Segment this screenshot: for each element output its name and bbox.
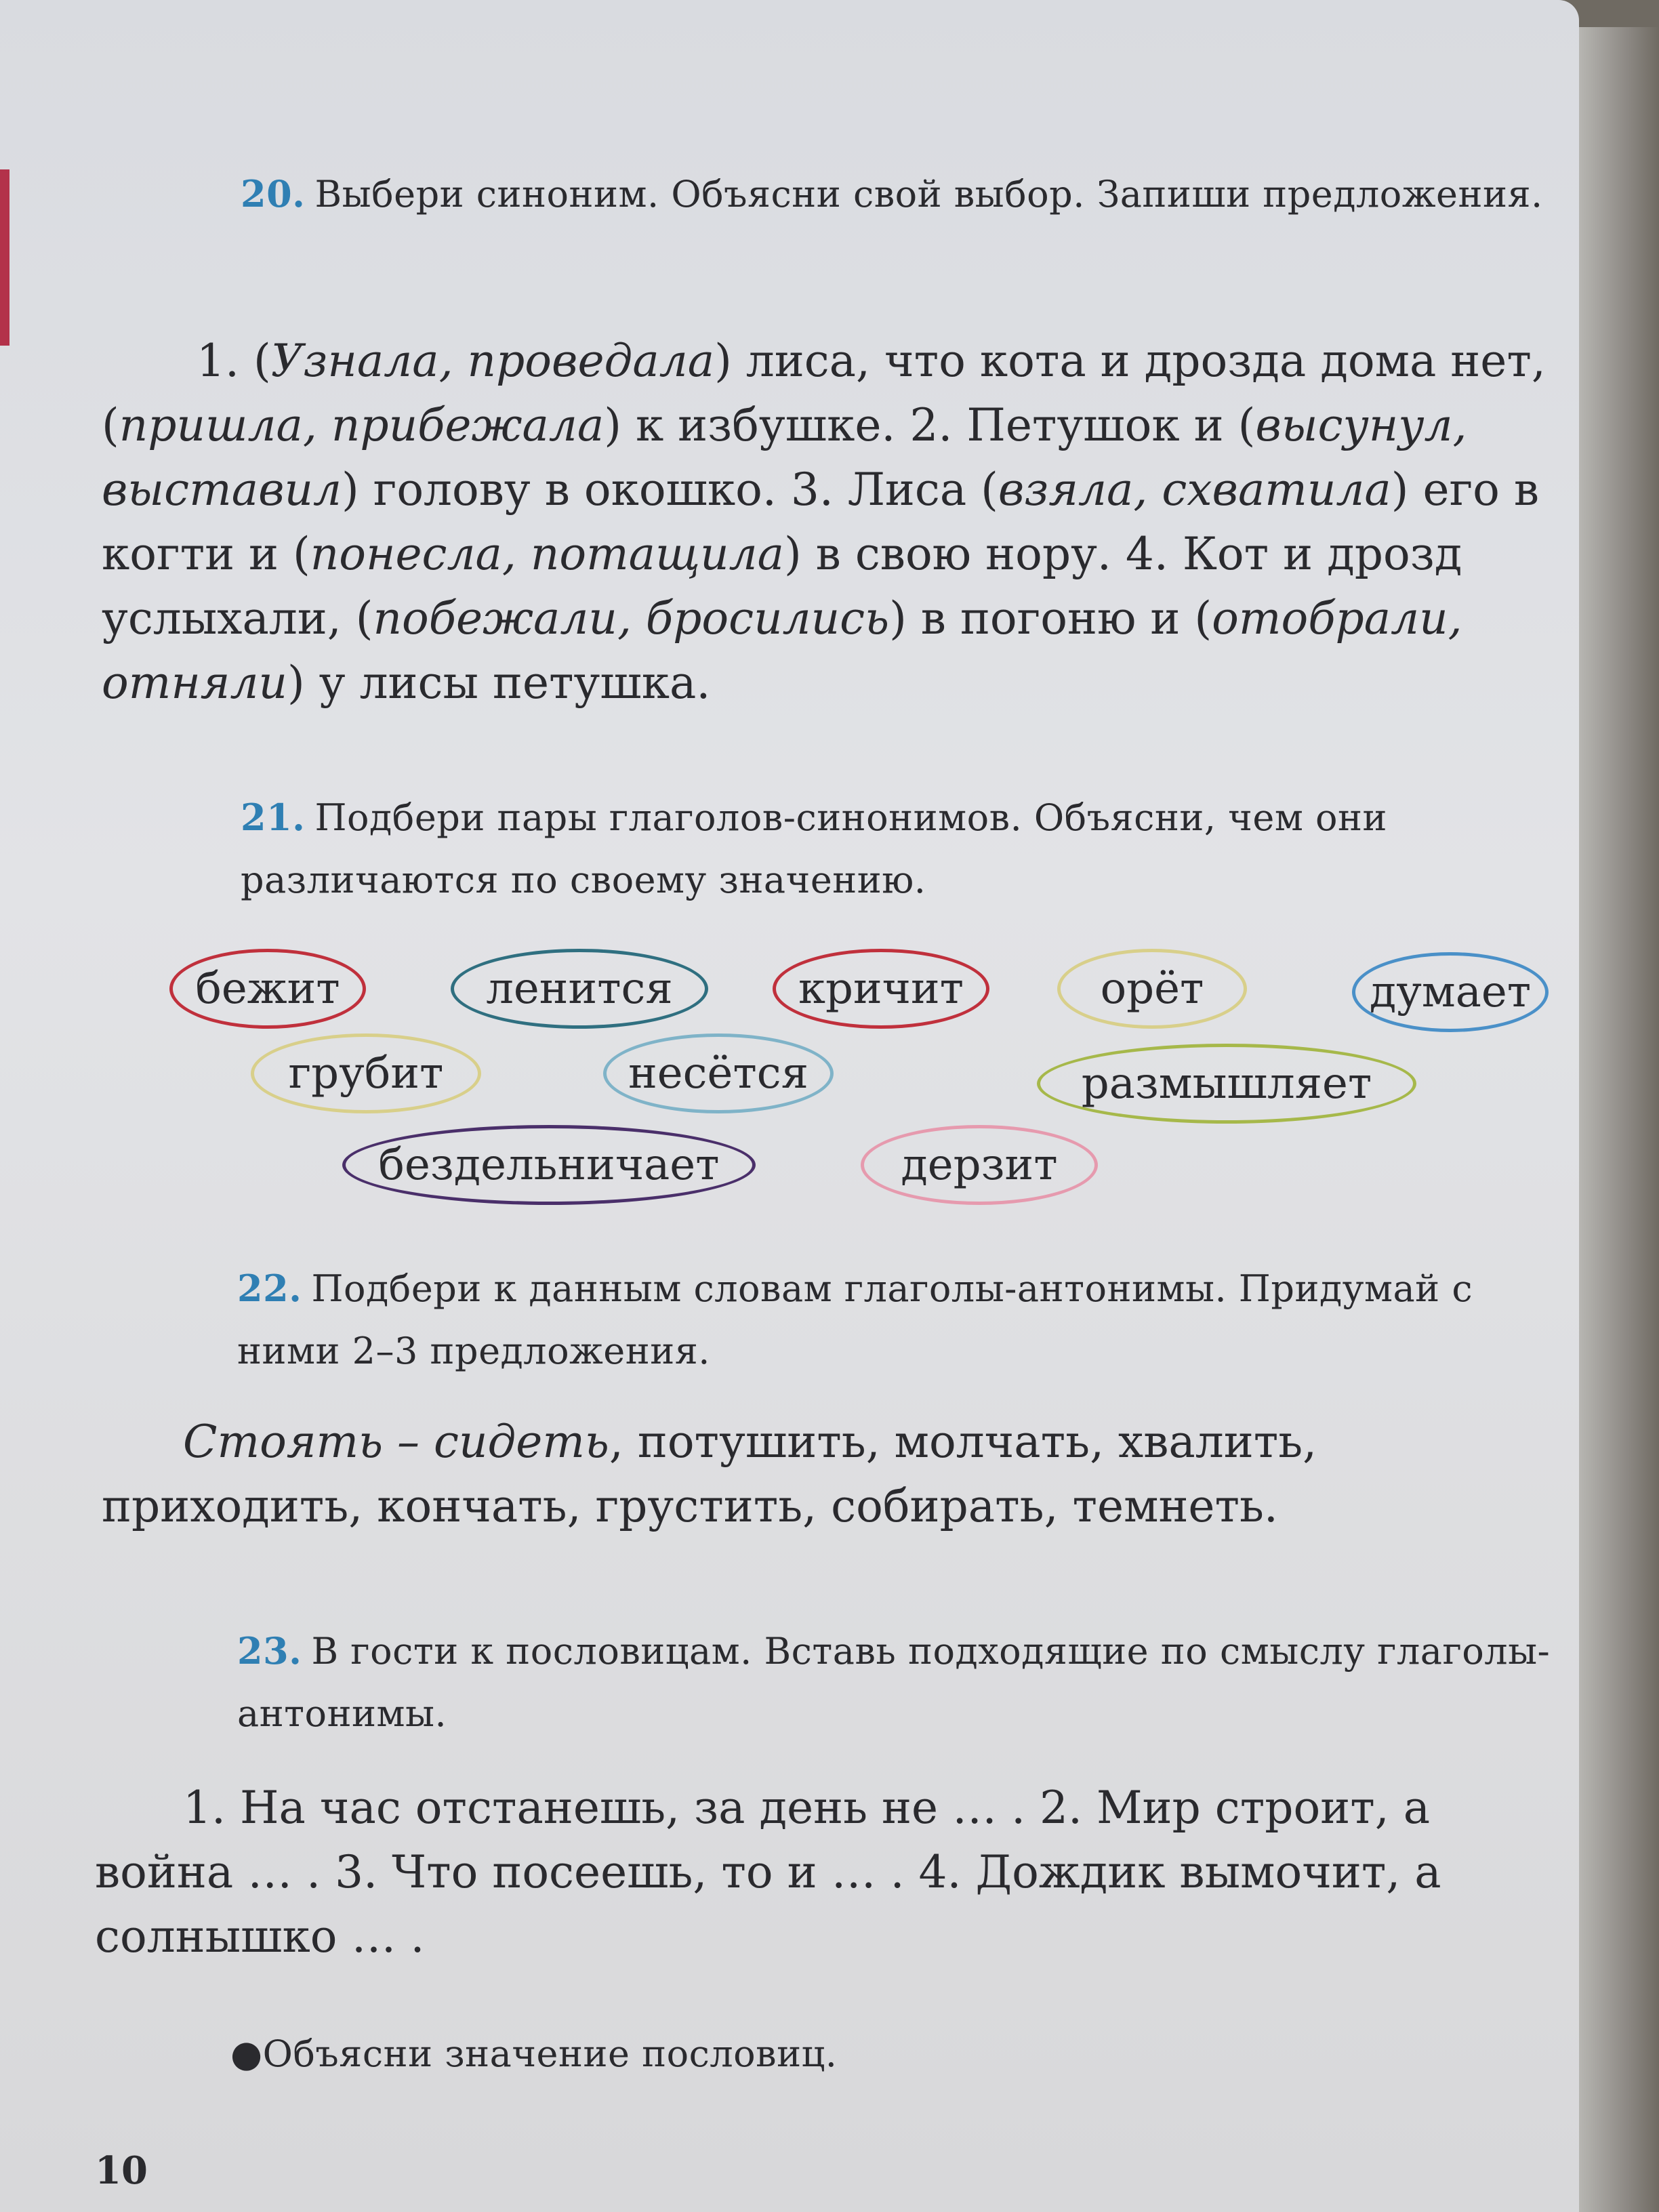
task-20-text: 1. (Узнала, проведала) лиса, что кота и дрозда дома нет, (пришла, прибежала) к избушке. 2. Петушок и (высунул, выставил) голову в окошко. 3. Лиса (взяла, схватила) его в когти и (понесла, потащила) в свою нору. 4. Кот и дрозд услыхали, (побежали, бросились) в погоню и (отобрали, отняли) у лисы петушка. [102,335,1546,709]
word-tag-2: ленится [451,949,708,1029]
word-tag-7: несётся [603,1033,834,1113]
word-tag-9: бездельничает [342,1125,756,1205]
word-tag-10: дерзит [861,1125,1098,1205]
bullet-icon: ● [230,2032,263,2075]
task-21-number: 21. [241,796,306,839]
task-21-instruction: Подбери пары глаголов-синонимов. Объясни, чем они различаются по своему значению. [241,796,1387,901]
word-tag-1: бежит [169,949,366,1029]
task-23-number: 23. [237,1629,302,1673]
word-tag-4: орёт [1057,949,1247,1029]
word-tag-8: размышляет [1037,1044,1416,1124]
task-20-instruction: Выбери синоним. Объясни свой выбор. Запиши предложения. [314,173,1543,216]
task-23-instruction: В гости к пословицам. Вставь подходящие по смыслу глаголы-антонимы. [237,1630,1551,1735]
task-23-text: 1. На час отстанешь, за день не … . 2. Мир строит, а война … . 3. Что посеешь, то и … . 4. Дождик вымочит, а солнышко … . [95,1782,1441,1963]
task-22-words: , потушить, молчать, хвалить, приходить, кончать, грустить, собирать, темнеть. [102,1416,1317,1532]
task-23-bullet-text: Объясни значение пословиц. [262,2032,838,2075]
task-22-example: Стоять – сидеть [183,1416,609,1468]
task-22-instruction: Подбери к данным словам глаголы-антонимы. Придумай с ними 2–3 предложения. [237,1267,1473,1372]
word-tag-6: грубит [251,1033,481,1113]
word-tag-5: думает [1352,952,1549,1032]
word-tag-3: кричит [773,949,989,1029]
task-20-number: 20. [241,172,306,216]
task-22-number: 22. [237,1267,302,1310]
page-number: 10 [95,2148,148,2193]
